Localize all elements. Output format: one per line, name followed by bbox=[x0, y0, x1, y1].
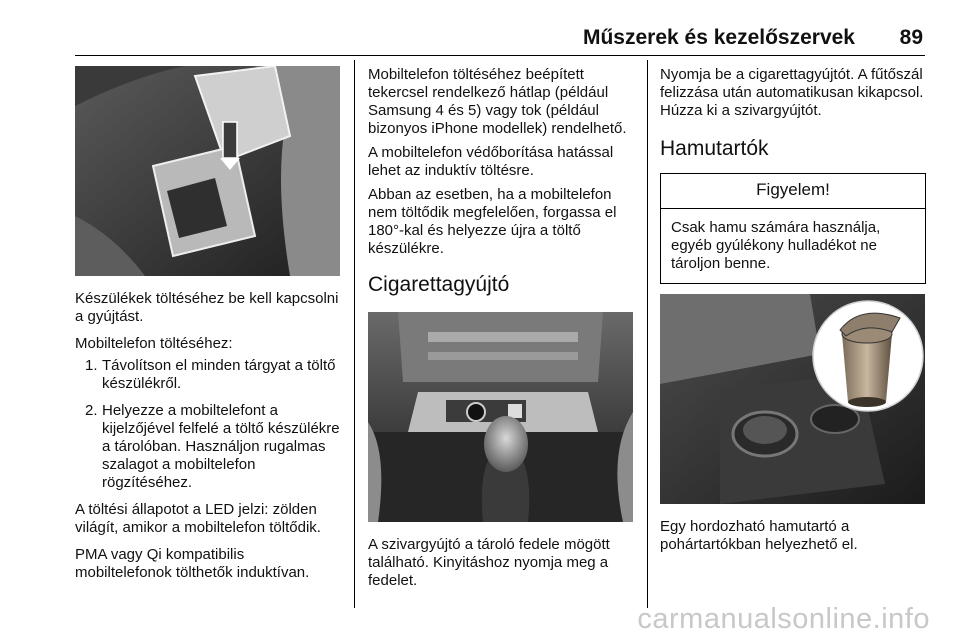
paragraph-protective-cover: A mobiltelefon védőborítása hatással lehet az induktív töltésre. bbox=[368, 144, 614, 179]
ashtray-photo bbox=[660, 294, 925, 504]
header-title: Műszerek és kezelőszervek bbox=[582, 26, 855, 49]
paragraph-back-cover: Mobiltelefon töltéséhez beépített tekercsel rendelkező hátlap (például Samsung 4 és 5) vagy tok (például bizonyos iPhone modellek) rendelhető. bbox=[368, 66, 627, 137]
cigarette-lighter-photo bbox=[368, 312, 633, 522]
column-divider-1 bbox=[354, 60, 355, 608]
charging-steps bbox=[75, 357, 340, 492]
heading-cigarette-lighter: Cigarettagyújtó bbox=[368, 273, 510, 296]
page-header bbox=[75, 22, 925, 56]
column-3 bbox=[660, 66, 926, 563]
caption-ashtray: Egy hordozható hamutartó a pohártartókban helyezhető el. bbox=[660, 518, 858, 553]
paragraph-ignition: Készülékek töltéséhez be kell kapcsolni a gyújtást. bbox=[75, 290, 339, 325]
warning-body bbox=[661, 209, 925, 283]
step-text: Távolítson el minden tárgyat a töltő készülékről. bbox=[102, 357, 336, 392]
armrest-charger-photo bbox=[75, 66, 340, 276]
warning-box bbox=[660, 173, 926, 284]
step-number: 2. bbox=[85, 402, 98, 419]
paragraph-led-status: A töltési állapotot a LED jelzi: zölden világít, amikor a mobiltelefon töltődik. bbox=[75, 501, 321, 536]
heading-ashtrays: Hamutartók bbox=[660, 137, 769, 160]
paragraph-charging-intro: Mobiltelefon töltéséhez: bbox=[75, 335, 233, 352]
step-number: 1. bbox=[85, 357, 98, 374]
column-divider-2 bbox=[647, 60, 648, 608]
column-1 bbox=[75, 66, 340, 591]
list-item bbox=[75, 357, 340, 393]
warning-title: Figyelem! bbox=[661, 174, 925, 209]
paragraph-lighter-usage: Nyomja be a cigarettagyújtót. A fűtőszál felizzása után automatikusan kikapcsol. Húzza ki a szivargyújtót. bbox=[660, 66, 924, 119]
paragraph-rotate-phone: Abban az esetben, ha a mobiltelefon nem töltődik megfelelően, forgassa el 180°-kal és helyezze újra a töltő készülékre. bbox=[368, 186, 617, 257]
caption-cigarette-lighter: A szivargyújtó a tároló fedele mögött található. Kinyitáshoz nyomja meg a fedelet. bbox=[368, 536, 610, 589]
page-number: 89 bbox=[899, 26, 923, 49]
column-2 bbox=[368, 66, 633, 599]
watermark: carmanualsonline.info bbox=[637, 603, 930, 635]
list-item bbox=[75, 402, 340, 492]
step-text: Helyezze a mobiltelefont a kijelzőjével felfelé a töltő készülékre a tárolóban. Használjon rugalmas szalagot a mobiltelefon rögzítéséhez. bbox=[102, 402, 340, 491]
paragraph-compatibility: PMA vagy Qi kompatibilis mobiltelefonok tölthetők induktívan. bbox=[75, 546, 310, 581]
warning-text: Csak hamu számára használja, egyéb gyúlékony hulladékot ne tároljon benne. bbox=[671, 219, 881, 272]
header-rule bbox=[75, 55, 925, 57]
